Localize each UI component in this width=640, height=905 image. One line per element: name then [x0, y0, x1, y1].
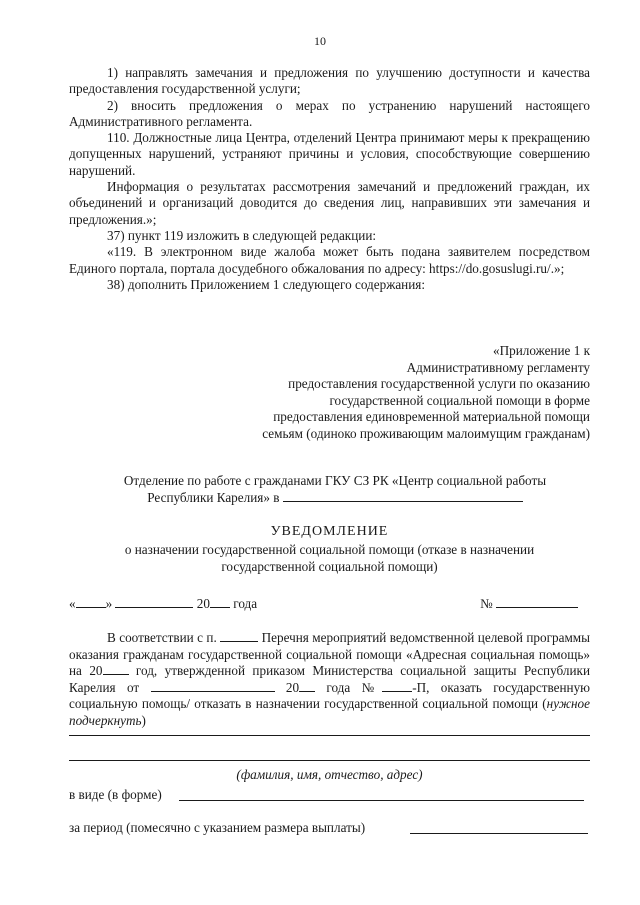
- italic-note: нужное подчеркнуть: [69, 696, 590, 728]
- paragraph: 37) пункт 119 изложить в следующей редакции:: [107, 227, 377, 243]
- department-block: [80, 472, 590, 506]
- year-prefix: 20: [196, 596, 210, 611]
- date-field: [69, 596, 257, 612]
- department-line-2-text: Республики Карелия» в: [147, 490, 280, 505]
- item-number-blank[interactable]: [220, 630, 258, 642]
- date-number-row: [69, 596, 590, 614]
- number-blank[interactable]: [496, 596, 578, 608]
- appendix-header-line: «Приложение 1 к: [493, 343, 590, 358]
- page-number: 10: [314, 34, 326, 48]
- paragraph: 110. Должностные лица Центра, отделений Центра принимают меры к прекращению допущенных нарушений, устраняют причины и условия, способствующие совершению нарушений.: [69, 130, 590, 178]
- applicant-line-1[interactable]: [69, 735, 590, 736]
- order-text-part: В соответствии с п.: [107, 630, 217, 645]
- order-number-blank[interactable]: [382, 680, 412, 692]
- paragraph: Информация о результатах рассмотрения замечаний и предложений граждан, их объединений и организаций доводится до сведения лиц, направивших эти замечания и предложения.»;: [69, 179, 590, 227]
- order-text-part: -П, оказать государственную социальную помощь/ отказать в назначении государственной социальной помощи (: [69, 679, 591, 711]
- department-name-blank[interactable]: [283, 489, 523, 502]
- order-year-blank[interactable]: [299, 680, 315, 692]
- open-quote: «: [69, 596, 76, 611]
- period-row: [69, 820, 590, 836]
- paragraph: 2) вносить предложения о мерах по устранению нарушений настоящего Административного регламента.: [69, 97, 590, 129]
- number-field: [480, 596, 578, 612]
- period-blank[interactable]: [410, 833, 588, 834]
- applicant-line-2[interactable]: [69, 760, 590, 761]
- order-text-part: 20: [285, 679, 300, 695]
- form-row: [69, 787, 590, 803]
- form-label: в виде (в форме): [69, 787, 162, 802]
- program-year-blank[interactable]: [103, 663, 129, 675]
- year-suffix: года: [233, 596, 258, 611]
- department-line-1: Отделение по работе с гражданами ГКУ СЗ РК «Центр социальной работы: [123, 473, 547, 488]
- appendix-header-line: государственной социальной помощи в форме: [329, 392, 590, 408]
- period-label: за период (помесячно с указанием размера выплаты): [69, 820, 366, 835]
- appendix-header-line: семьям (одиноко проживающим малоимущим гражданам): [262, 425, 590, 441]
- month-blank[interactable]: [115, 596, 193, 608]
- paragraph: «119. В электронном виде жалоба может быть подана заявителем посредством Единого портала, портала досудебного обжалования по адресу: https://do.gosuslugi.ru/.»;: [69, 244, 590, 276]
- order-paragraph: [69, 630, 590, 729]
- paragraph: 38) дополнить Приложением 1 следующего содержания:: [107, 276, 426, 292]
- department-line-2: [80, 489, 590, 506]
- notice-subtitle-line: о назначении государственной социальной помощи (отказе в назначении: [124, 542, 535, 557]
- order-text-part: год, утвержденной приказом Министерства социальной защиты Республики Карелия от: [69, 663, 591, 695]
- order-date-blank[interactable]: [151, 680, 275, 692]
- fio-caption: (фамилия, имя, отчество, адрес): [236, 767, 423, 782]
- document-body: [69, 65, 590, 293]
- number-label: №: [480, 596, 493, 611]
- appendix-header-line: предоставления единовременной материальной помощи: [273, 409, 590, 424]
- appendix-header-line: предоставления государственной услуги по оказанию: [288, 376, 590, 391]
- notice-subtitle-line: государственной социальной помощи): [221, 558, 438, 574]
- appendix-header-line: Административному регламенту: [406, 359, 590, 375]
- order-text-part: Перечня мероприятий ведомственной целевой программы оказания гражданам государственной социальной помощи «Адресная социальная помощь» на 20: [69, 630, 590, 678]
- notice-title: УВЕДОМЛЕНИЕ: [270, 524, 389, 539]
- notice-subtitle: [69, 542, 590, 575]
- order-text-part: ): [141, 712, 146, 728]
- year-blank[interactable]: [210, 596, 230, 608]
- day-blank[interactable]: [76, 596, 106, 608]
- appendix-header: [250, 343, 590, 442]
- form-blank[interactable]: [179, 800, 584, 801]
- order-text: [69, 630, 590, 729]
- close-quote: »: [105, 596, 113, 611]
- paragraph: 1) направлять замечания и предложения по улучшению доступности и качества предоставления государственной услуги;: [69, 65, 590, 97]
- order-text-part: года №: [326, 679, 383, 695]
